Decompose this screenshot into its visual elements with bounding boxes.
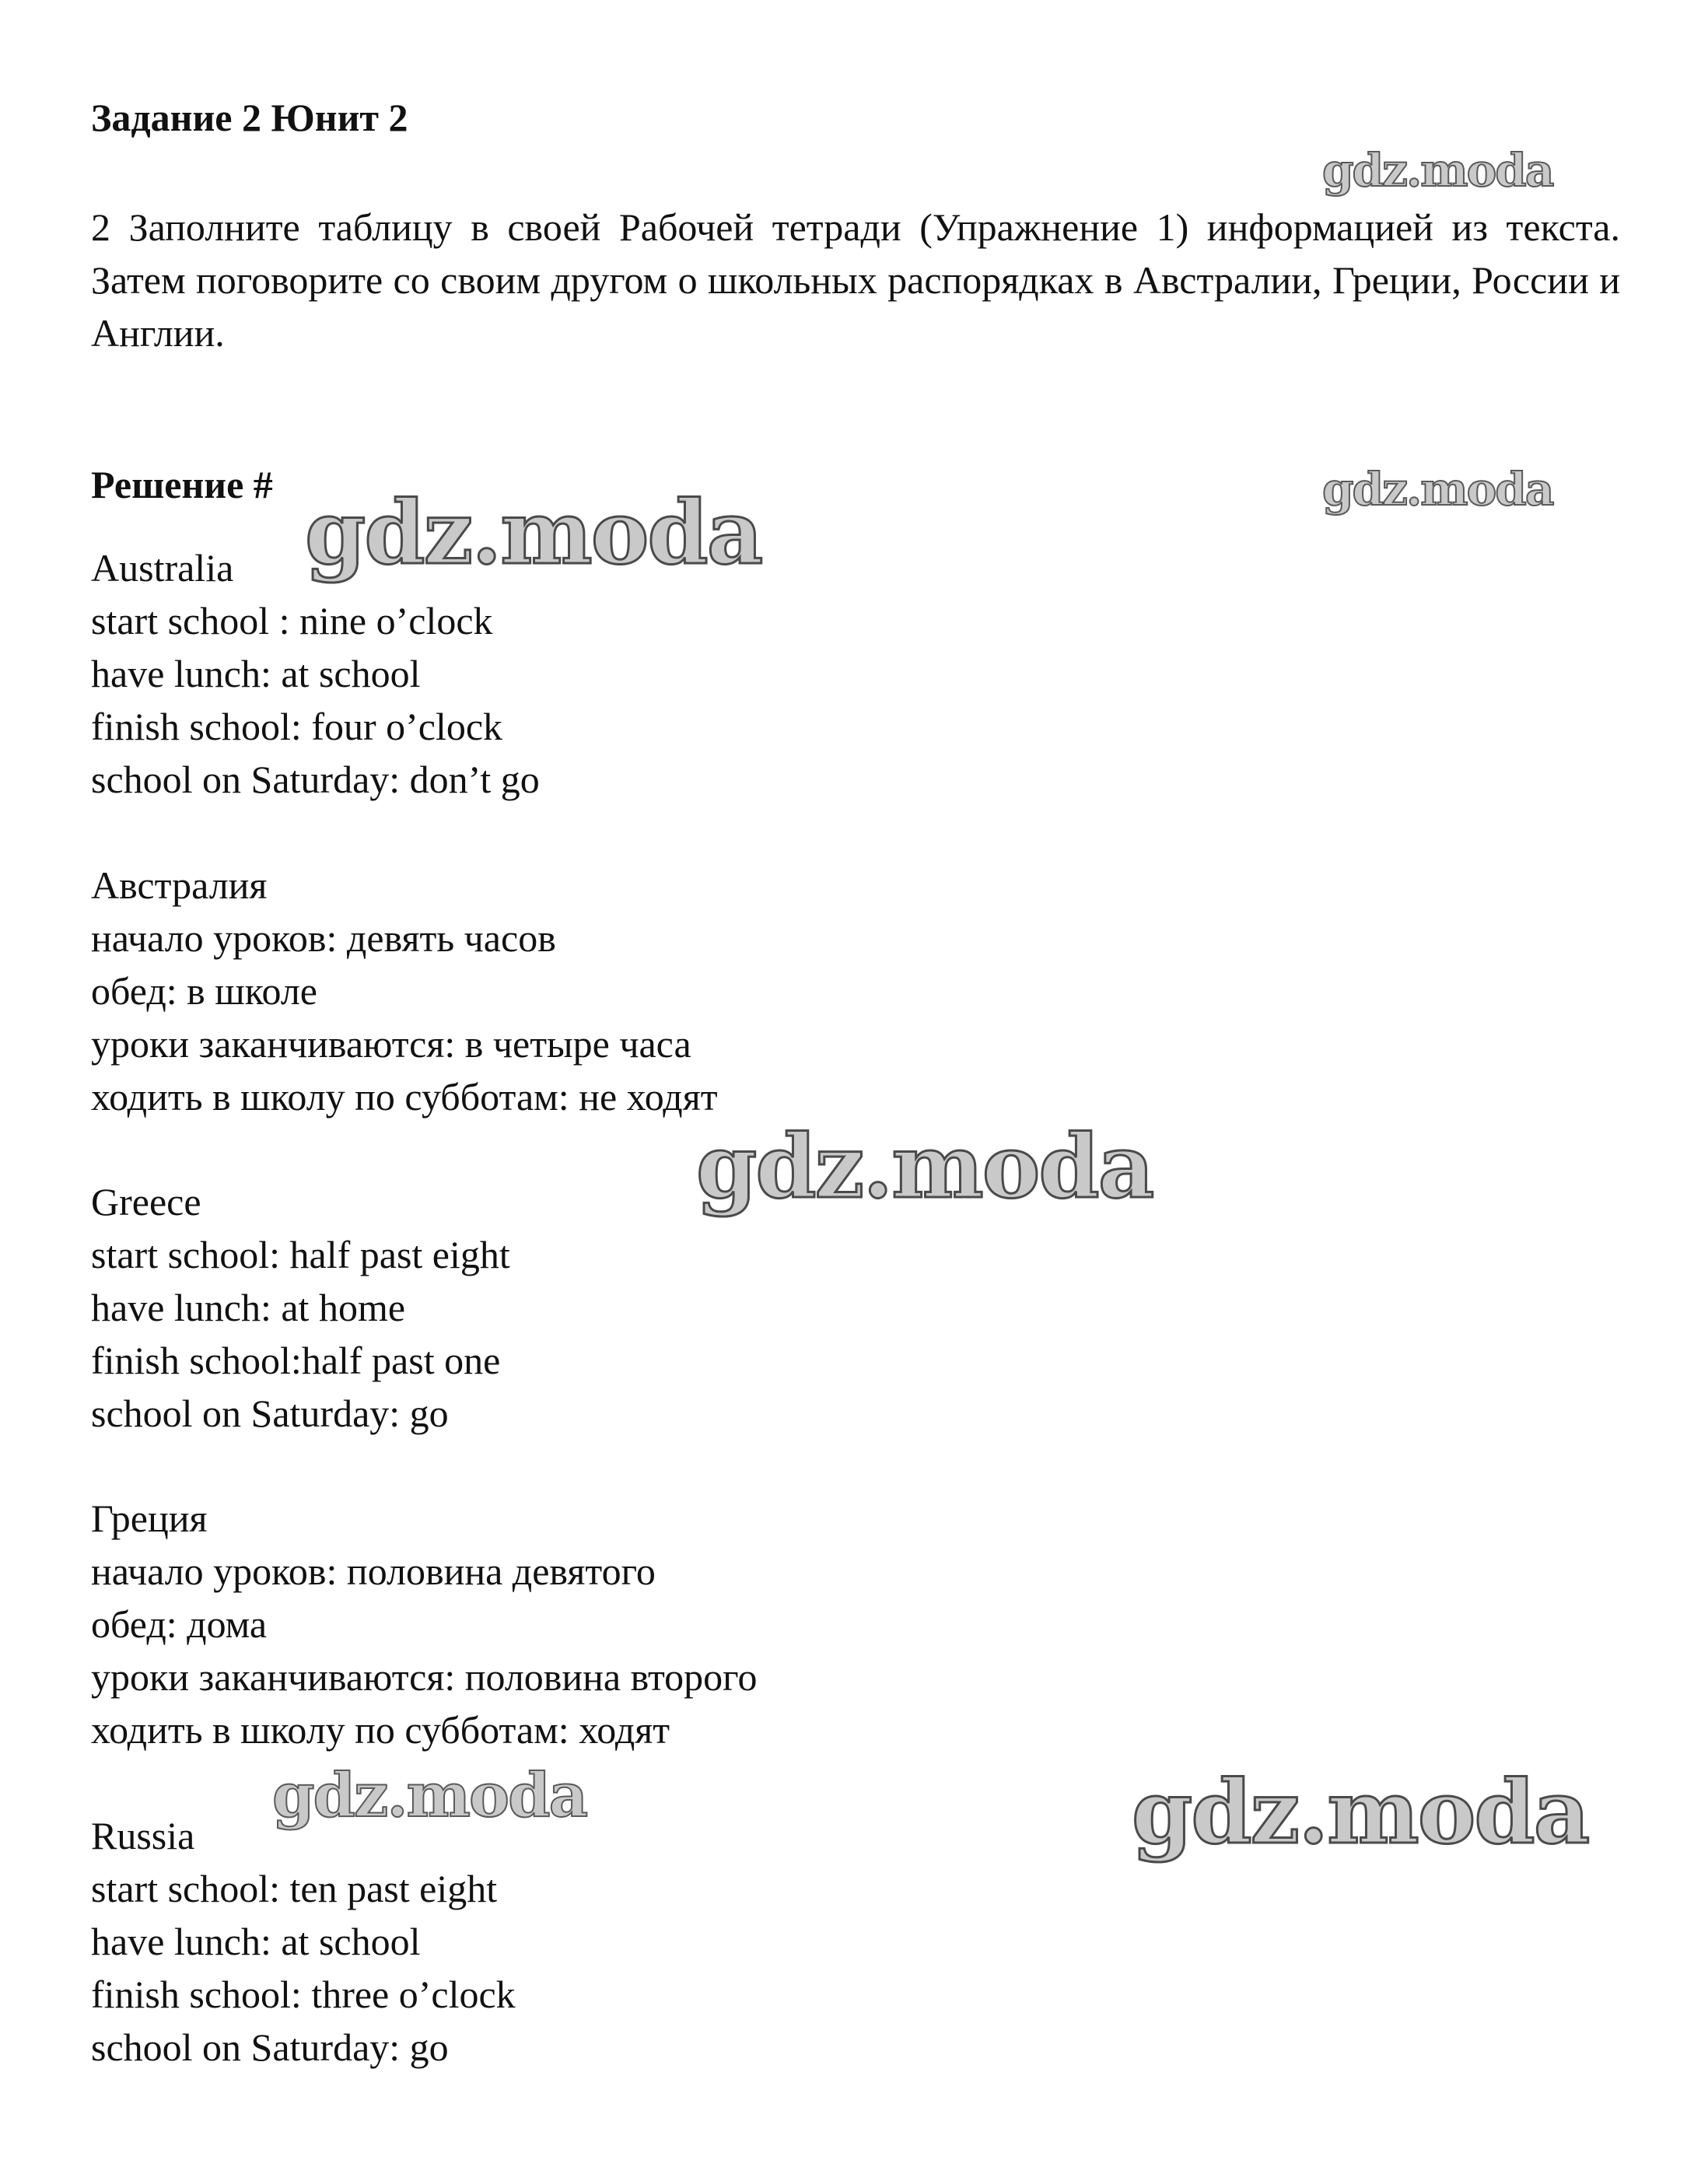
watermark: gdz.moda bbox=[305, 482, 762, 584]
list-item: school on Saturday: go bbox=[91, 2025, 449, 2069]
section-greece-ru bbox=[91, 1492, 757, 1756]
section-heading: Greece bbox=[91, 1180, 201, 1224]
list-item: start school : nine o’clock bbox=[91, 599, 493, 642]
list-item: have lunch: at home bbox=[91, 1286, 406, 1329]
list-item: start school: half past eight bbox=[91, 1233, 510, 1276]
section-greece-en bbox=[91, 1175, 510, 1440]
list-item: ходить в школу по субботам: не ходят bbox=[91, 1075, 718, 1119]
list-item: начало уроков: девять часов bbox=[91, 916, 556, 960]
section-australia-ru bbox=[91, 859, 718, 1123]
list-item: уроки заканчиваются: в четыре часа bbox=[91, 1022, 691, 1066]
list-item: обед: в школе bbox=[91, 969, 317, 1013]
list-item: finish school: four o’clock bbox=[91, 705, 503, 748]
task-text: 2 Заполните таблицу в своей Рабочей тетради (Упражнение 1) информацией из текста. Затем поговорите со своим другом о школьных распорядках в Австралии, Греции, России и Англии. bbox=[91, 205, 1620, 355]
watermark: gdz.moda bbox=[1322, 144, 1553, 197]
section-heading: Australia bbox=[91, 546, 234, 590]
list-item: have lunch: at school bbox=[91, 652, 421, 695]
list-item: finish school: three o’clock bbox=[91, 1973, 516, 2016]
list-item: start school: ten past eight bbox=[91, 1867, 498, 1910]
section-russia-en bbox=[91, 1809, 516, 2074]
page-title: Задание 2 Юнит 2 bbox=[91, 96, 408, 139]
solution-heading: Решение # bbox=[91, 463, 273, 506]
watermark: gdz.moda bbox=[272, 1760, 587, 1831]
section-heading: Греция bbox=[91, 1497, 208, 1540]
list-item: начало уроков: половина девятого bbox=[91, 1549, 656, 1593]
list-item: обед: дома bbox=[91, 1602, 268, 1646]
list-item: уроки заканчиваются: половина второго bbox=[91, 1655, 758, 1699]
list-item: school on Saturday: go bbox=[91, 1392, 449, 1435]
list-item: school on Saturday: don’t go bbox=[91, 758, 540, 801]
list-item: have lunch: at school bbox=[91, 1920, 421, 1963]
watermark: gdz.moda bbox=[696, 1116, 1153, 1218]
watermark: gdz.moda bbox=[1322, 463, 1553, 516]
watermark: gdz.moda bbox=[1132, 1762, 1589, 1864]
list-item: finish school:half past one bbox=[91, 1339, 501, 1382]
section-heading: Австралия bbox=[91, 863, 268, 907]
list-item: ходить в школу по субботам: ходят bbox=[91, 1708, 670, 1752]
section-heading: Russia bbox=[91, 1814, 195, 1857]
